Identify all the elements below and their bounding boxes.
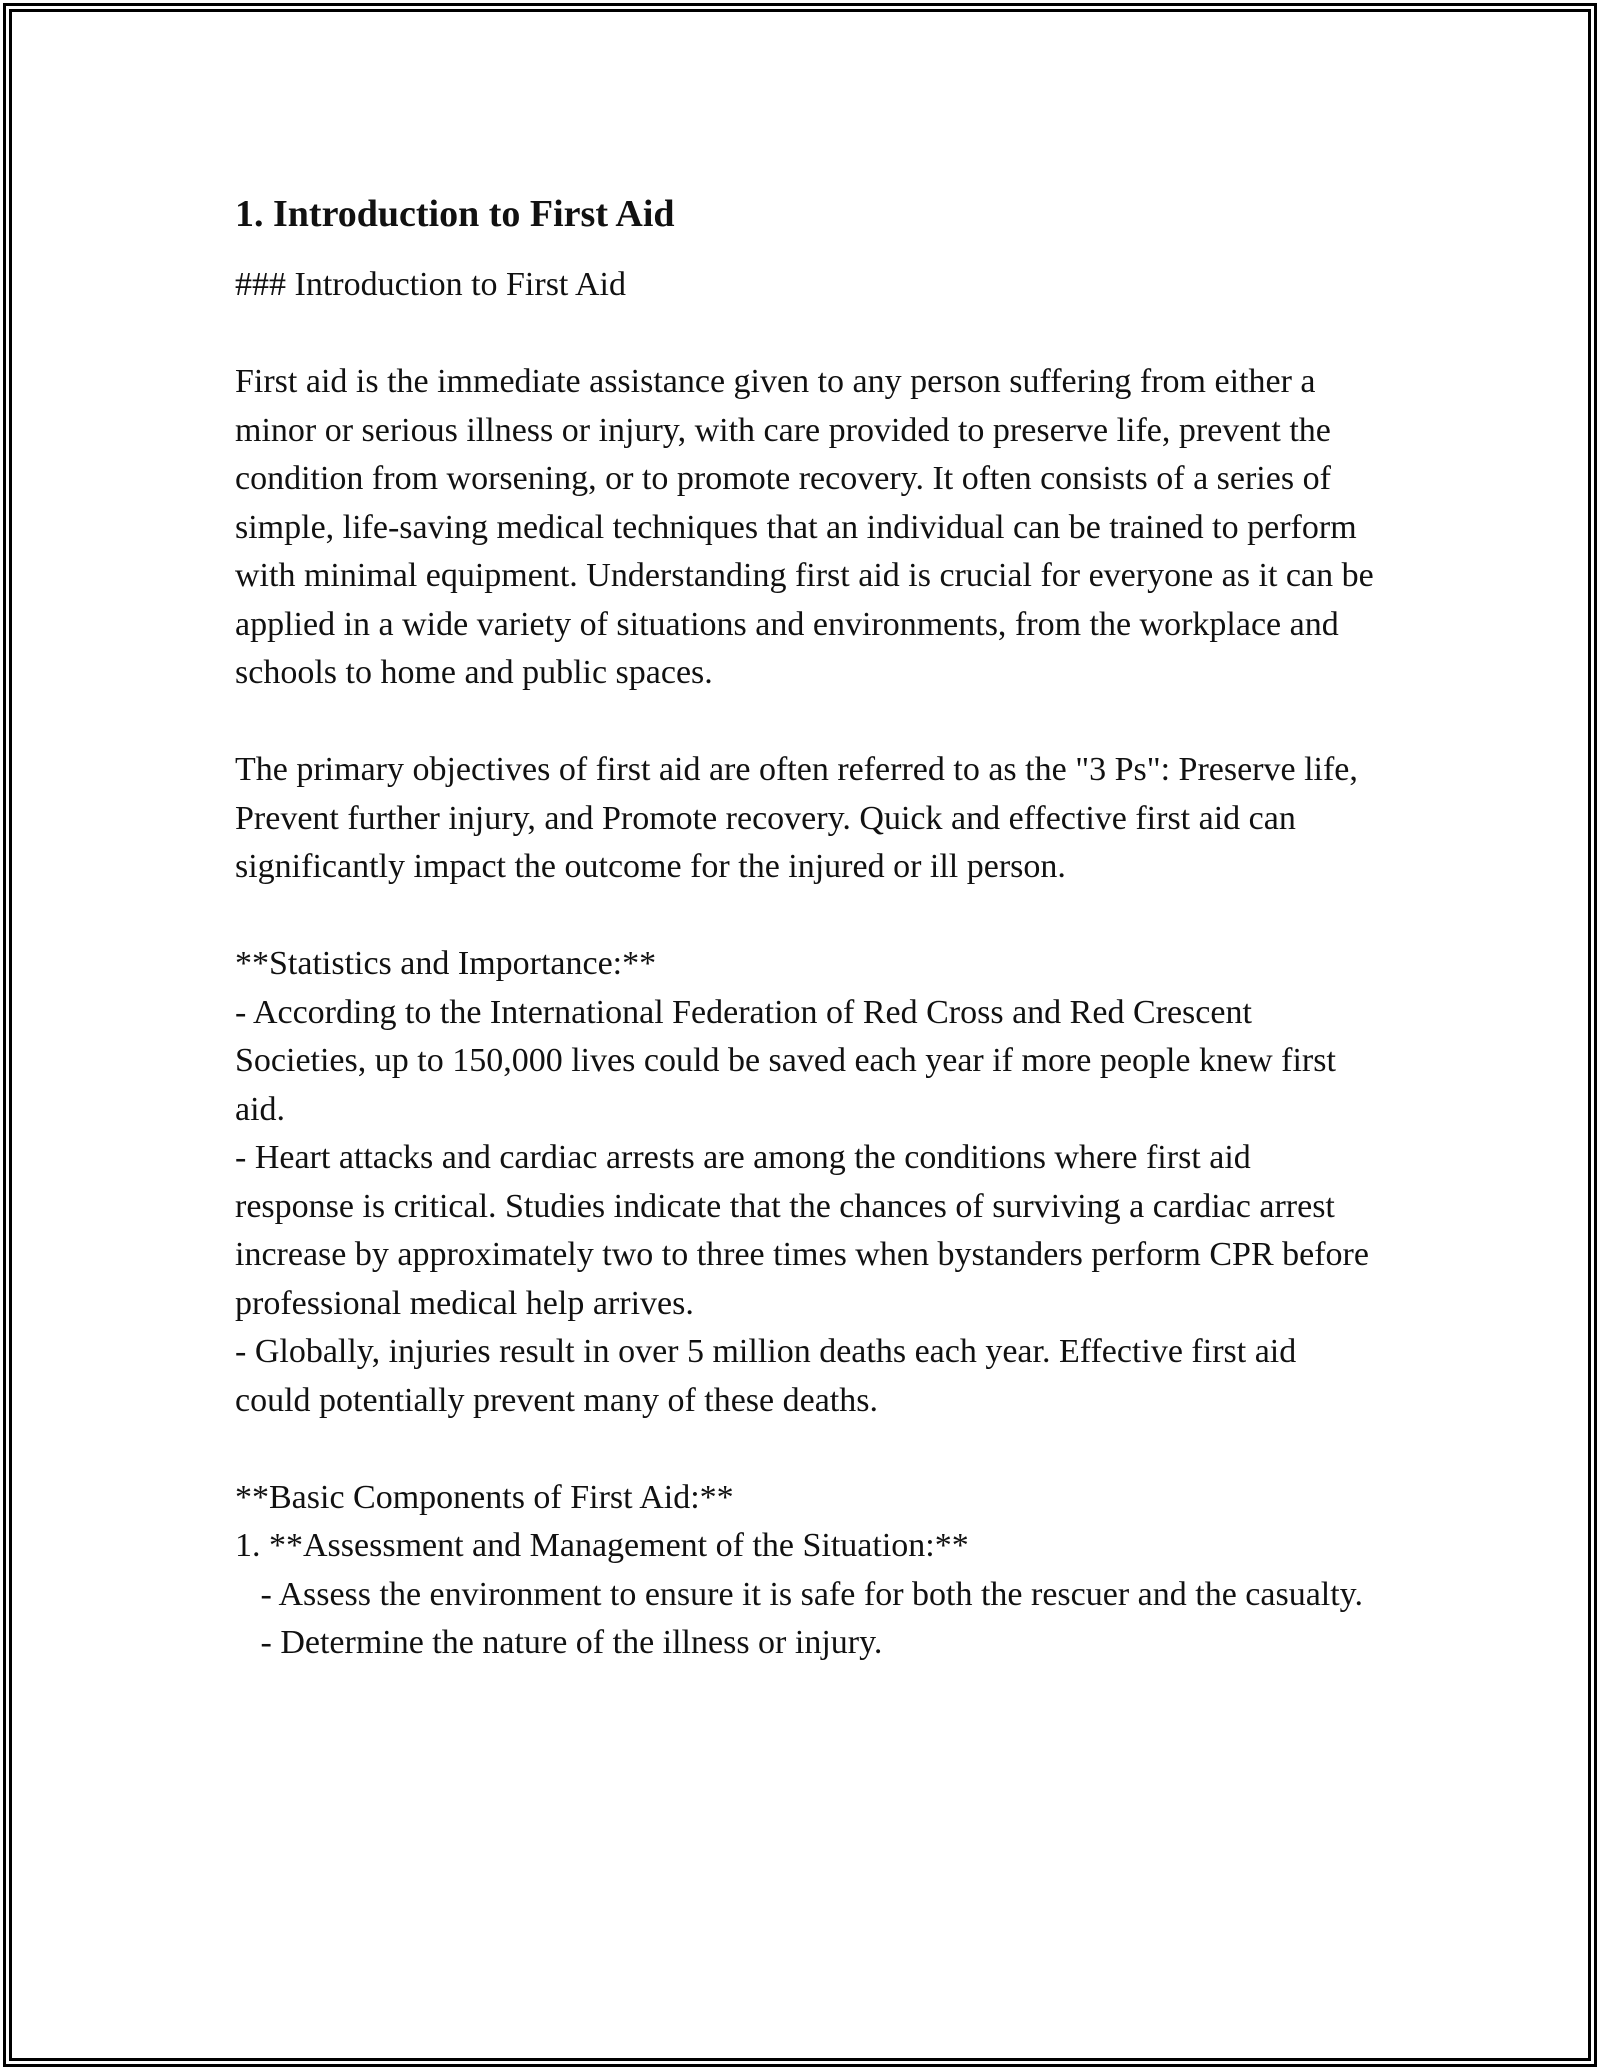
statistics-heading: **Statistics and Importance:**	[235, 945, 657, 982]
statistics-item: - According to the International Federation of Red Cross and Red Crescent Societies, up to 150,000 lives could be saved each year if more people knew first aid.	[235, 993, 1345, 1128]
components-sub-item: - Determine the nature of the illness or injury.	[235, 1624, 883, 1661]
section-subheading: ### Introduction to First Aid	[235, 266, 626, 303]
components-item: 1. **Assessment and Management of the Situation:**	[235, 1527, 969, 1564]
page-title: 1. Introduction to First Aid	[235, 193, 675, 235]
statistics-section	[235, 940, 1378, 1425]
document-body	[235, 185, 1383, 1668]
statistics-item: - Globally, injuries result in over 5 million deaths each year. Effective first aid could potentially prevent many of these deaths.	[235, 1333, 1305, 1419]
components-section	[235, 1474, 1375, 1668]
statistics-item: - Heart attacks and cardiac arrests are among the conditions where first aid response is critical. Studies indicate that the chances of surviving a cardiac arrest increase by approximately two to three times when bystanders perform CPR before professional medical help arrives.	[235, 1139, 1378, 1322]
components-sub-item: - Assess the environment to ensure it is safe for both the rescuer and the casualty.	[235, 1575, 1363, 1613]
components-heading: **Basic Components of First Aid:**	[235, 1478, 734, 1516]
intro-paragraph: First aid is the immediate assistance given to any person suffering from either a minor or serious illness or injury, with care provided to preserve life, prevent the condition from worsening, or to promote recovery. It often consists of a series of simple, life-saving medical techniques that an individual can be trained to perform with minimal equipment. Understanding first aid is crucial for everyone as it can be applied in a wide variety of situations and environments, from the workplace and schools to home and public spaces.	[235, 363, 1383, 691]
objectives-paragraph: The primary objectives of first aid are often referred to as the "3 Ps": Preserve life, Prevent further injury, and Promote recovery. Quick and effective first aid can significantly impact the outcome for the injured or ill person.	[235, 751, 1367, 885]
